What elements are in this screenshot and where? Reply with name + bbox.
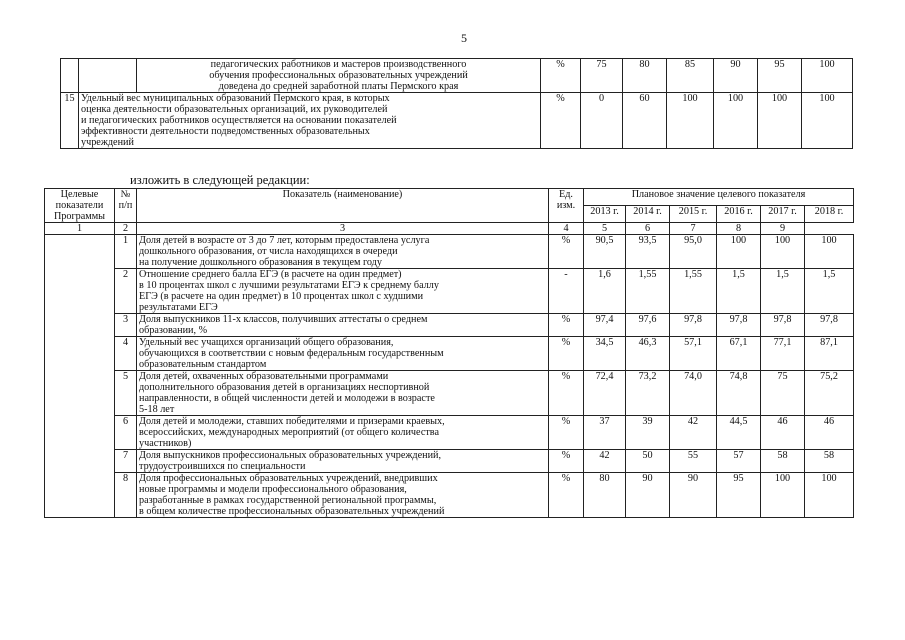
row-number-cell: [61, 59, 79, 93]
row-number-cell: 7: [115, 450, 137, 473]
value-cell: 67,1: [717, 337, 761, 371]
value-cell: 1,55: [626, 269, 670, 314]
header-indicator: Показатель (наименование): [137, 189, 549, 223]
table-row: [45, 371, 854, 416]
value-cell: 75: [761, 371, 805, 416]
value-cell: 100: [805, 235, 854, 269]
table-row: [45, 337, 854, 371]
unit-cell: %: [541, 93, 581, 149]
column-number-cell: 6: [626, 223, 670, 235]
value-cell: 0: [581, 93, 623, 149]
value-cell: 90: [714, 59, 758, 93]
value-cell: 74,0: [670, 371, 717, 416]
header-plan: Плановое значение целевого показателя: [584, 189, 854, 206]
value-cell: 58: [761, 450, 805, 473]
unit-cell: %: [549, 337, 584, 371]
value-cell: 46: [761, 416, 805, 450]
value-cell: 60: [623, 93, 667, 149]
column-numbers-row: [45, 223, 854, 235]
table-row: [45, 473, 854, 518]
value-cell: 1,6: [584, 269, 626, 314]
value-cell: 90,5: [584, 235, 626, 269]
header-row: [45, 189, 854, 206]
table-row: [61, 93, 853, 149]
value-cell: 42: [584, 450, 626, 473]
row-number-cell: 8: [115, 473, 137, 518]
value-cell: 100: [717, 235, 761, 269]
value-cell: 100: [714, 93, 758, 149]
header-unit: Ед. изм.: [549, 189, 584, 223]
row-number-cell: 2: [115, 269, 137, 314]
value-cell: 97,8: [717, 314, 761, 337]
value-cell: 97,6: [626, 314, 670, 337]
table-row: [45, 269, 854, 314]
value-cell: 57: [717, 450, 761, 473]
value-cell: 97,8: [805, 314, 854, 337]
value-cell: 95,0: [670, 235, 717, 269]
indicator-cell: Отношение среднего балла ЕГЭ (в расчете на один предмет) в 10 процентах школ с лучшими результатами ЕГЭ к среднему баллу ЕГЭ (в расчете на один предмет) в 10 процентах школ с худшими результатами ЕГЭ: [137, 269, 549, 314]
row-number-cell: 3: [115, 314, 137, 337]
header-year: 2016 г.: [717, 206, 761, 223]
value-cell: 37: [584, 416, 626, 450]
page-number: 5: [461, 31, 467, 45]
header-year: 2013 г.: [584, 206, 626, 223]
column-number-cell: 5: [584, 223, 626, 235]
header-targets: Целевые показатели Программы: [45, 189, 115, 223]
value-cell: 46: [805, 416, 854, 450]
value-cell: 1,55: [670, 269, 717, 314]
header-number: № п/п: [115, 189, 137, 223]
row-number-cell: 5: [115, 371, 137, 416]
table-row: [45, 235, 854, 269]
header-year: 2014 г.: [626, 206, 670, 223]
row-number-cell: 1: [115, 235, 137, 269]
unit-cell: %: [549, 416, 584, 450]
unit-cell: -: [549, 269, 584, 314]
value-cell: 1,5: [805, 269, 854, 314]
continuation-table: [60, 58, 853, 149]
column-number-cell: 4: [549, 223, 584, 235]
value-cell: 44,5: [717, 416, 761, 450]
indicator-cell: педагогических работников и мастеров производственного обучения профессиональных образовательных учреждений доведена до средней заработной платы Пермского края: [137, 59, 541, 93]
row-number-cell: 6: [115, 416, 137, 450]
value-cell: 55: [670, 450, 717, 473]
value-cell: 93,5: [626, 235, 670, 269]
indicator-cell: Доля детей в возрасте от 3 до 7 лет, которым предоставлена услуга дошкольного образования, от числа находящихся в очереди на получение дошкольного образования в текущем году: [137, 235, 549, 269]
value-cell: 39: [626, 416, 670, 450]
value-cell: 74,8: [717, 371, 761, 416]
value-cell: 1,5: [761, 269, 805, 314]
indicator-cell: Доля профессиональных образовательных учреждений, внедривших новые программы и модели профессионального образования, разработанные в рамках государственной региональной программы, в общем количестве профессиональных образовательных учреждений: [137, 473, 549, 518]
value-cell: 58: [805, 450, 854, 473]
column-number-cell: 9: [761, 223, 805, 235]
value-cell: 95: [758, 59, 802, 93]
row-number-cell: 15: [61, 93, 79, 149]
value-cell: 80: [623, 59, 667, 93]
column-number-cell: 3: [137, 223, 549, 235]
indicator-cell: Доля выпускников 11-х классов, получивших аттестаты о среднем образовании, %: [137, 314, 549, 337]
value-cell: 97,8: [761, 314, 805, 337]
value-cell: 100: [802, 93, 853, 149]
value-cell: 77,1: [761, 337, 805, 371]
unit-cell: %: [549, 473, 584, 518]
value-cell: 42: [670, 416, 717, 450]
unit-cell: %: [549, 450, 584, 473]
value-cell: 100: [761, 473, 805, 518]
value-cell: 100: [667, 93, 714, 149]
column-number-cell: 7: [670, 223, 717, 235]
value-cell: 80: [584, 473, 626, 518]
value-cell: 97,4: [584, 314, 626, 337]
value-cell: 100: [802, 59, 853, 93]
value-cell: 73,2: [626, 371, 670, 416]
table-row: [45, 416, 854, 450]
indicators-table: [44, 188, 854, 518]
value-cell: 100: [805, 473, 854, 518]
value-cell: 95: [717, 473, 761, 518]
value-cell: 97,8: [670, 314, 717, 337]
table-row: [61, 59, 853, 93]
indicator-cell: Доля детей, охваченных образовательными программами дополнительного образования детей в организациях неспортивной направленности, в общей численности детей и молодежи в возрасте 5-18 лет: [137, 371, 549, 416]
value-cell: 100: [758, 93, 802, 149]
unit-cell: %: [549, 235, 584, 269]
column-number-cell: 2: [115, 223, 137, 235]
header-year: 2015 г.: [670, 206, 717, 223]
value-cell: 87,1: [805, 337, 854, 371]
unit-cell: %: [541, 59, 581, 93]
value-cell: 90: [626, 473, 670, 518]
value-cell: 90: [670, 473, 717, 518]
value-cell: 50: [626, 450, 670, 473]
value-cell: 75: [581, 59, 623, 93]
value-cell: 34,5: [584, 337, 626, 371]
column-number-cell: 8: [717, 223, 761, 235]
indicator-cell: Доля выпускников профессиональных образовательных учреждений, трудоустроившихся по специальности: [137, 450, 549, 473]
header-year: 2018 г.: [805, 206, 854, 223]
indicator-cell: Удельный вес муниципальных образований Пермского края, в которых оценка деятельности образовательных организаций, их руководителей и педагогических работников осуществляется на основании показателей эффективности деятельности подведомственных образовательных учреждений: [79, 93, 541, 149]
value-cell: 1,5: [717, 269, 761, 314]
row-number-cell: 4: [115, 337, 137, 371]
indicator-cell: Удельный вес учащихся организаций общего образования, обучающихся в соответствии с новым федеральным государственным образовательным стандартом: [137, 337, 549, 371]
blank-cell: [79, 59, 137, 93]
table-row: [45, 314, 854, 337]
value-cell: 72,4: [584, 371, 626, 416]
caption-text: изложить в следующей редакции:: [130, 173, 310, 187]
value-cell: 75,2: [805, 371, 854, 416]
value-cell: 85: [667, 59, 714, 93]
value-cell: 46,3: [626, 337, 670, 371]
value-cell: 57,1: [670, 337, 717, 371]
indicator-cell: Доля детей и молодежи, ставших победителями и призерами краевых, всероссийских, международных мероприятий (от общего количества участников): [137, 416, 549, 450]
column-number-cell: 1: [45, 223, 115, 235]
targets-cell: [45, 235, 115, 518]
table-row: [45, 450, 854, 473]
unit-cell: %: [549, 314, 584, 337]
header-year: 2017 г.: [761, 206, 805, 223]
value-cell: 100: [761, 235, 805, 269]
unit-cell: %: [549, 371, 584, 416]
